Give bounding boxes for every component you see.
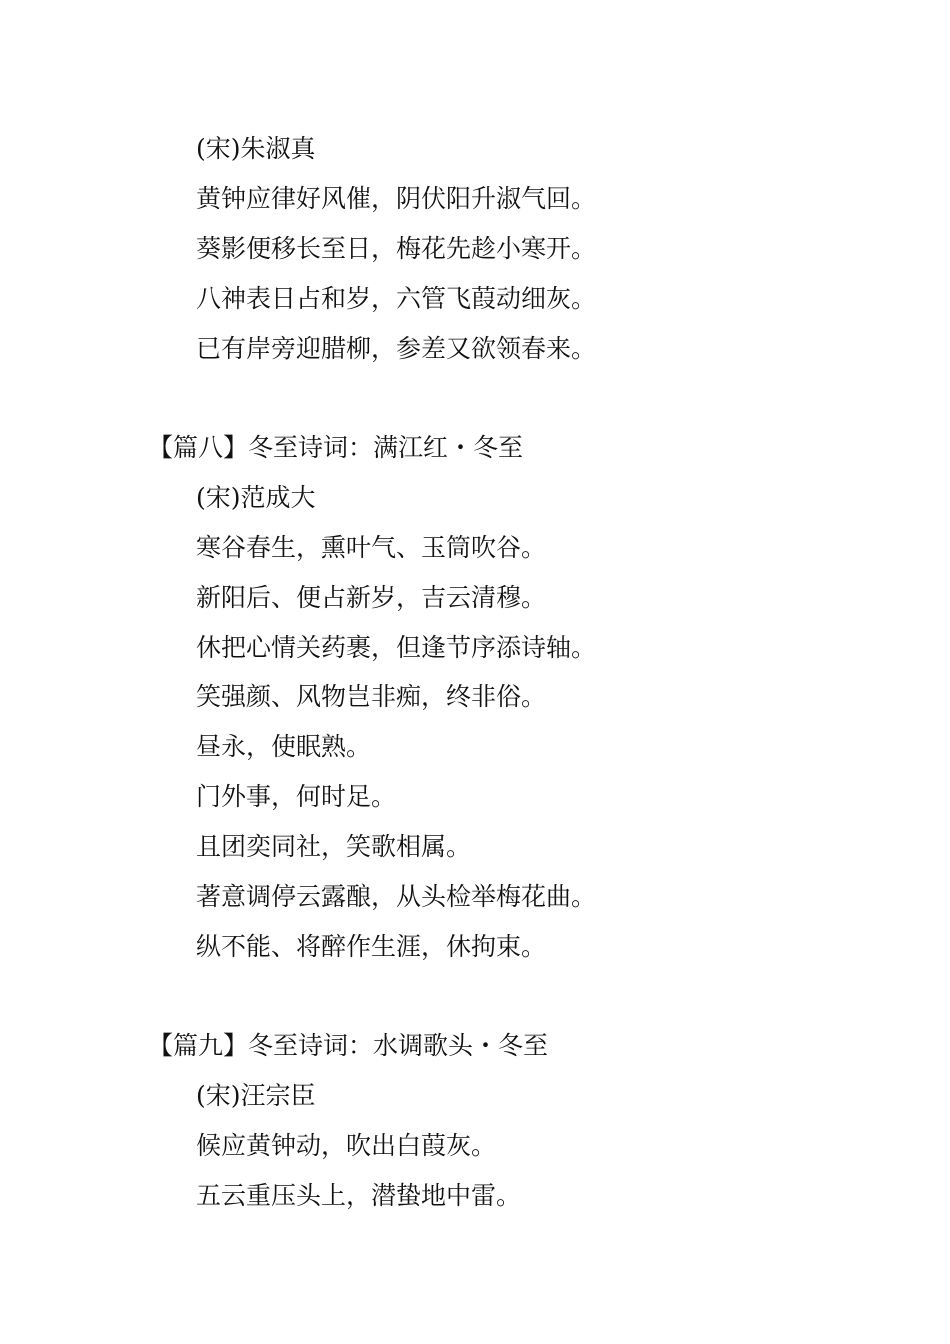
poem-line: 门外事，何时足。 xyxy=(196,782,397,811)
poem-author: (宋)汪宗臣 xyxy=(196,1081,316,1110)
poem-author: (宋)范成大 xyxy=(196,483,316,512)
poem-line: 寒谷春生，熏叶气、玉筒吹谷。 xyxy=(196,533,547,562)
poem-author: (宋)朱淑真 xyxy=(196,134,316,163)
poem-line: 笑强颜、风物岂非痴，终非俗。 xyxy=(196,682,547,711)
section-heading: 【篇九】冬至诗词：水调歌头・冬至 xyxy=(148,1031,549,1060)
poem-line: 且团奕同社，笑歌相属。 xyxy=(196,832,472,861)
poem-line: 新阳后、便占新岁，吉云清穆。 xyxy=(196,583,547,612)
poem-line: 葵影便移长至日，梅花先趁小寒开。 xyxy=(196,234,597,263)
poem-line: 八神表日占和岁，六管飞葭动细灰。 xyxy=(196,284,597,313)
poem-line: 昼永，使眠熟。 xyxy=(196,732,372,761)
section-heading: 【篇八】冬至诗词：满江红・冬至 xyxy=(148,433,524,462)
poem-line: 五云重压头上，潜蛰地中雷。 xyxy=(196,1181,522,1210)
poem-line: 休把心情关药裹，但逢节序添诗轴。 xyxy=(196,633,597,662)
poem-line: 著意调停云露酿，从头检举梅花曲。 xyxy=(196,882,597,911)
poem-line: 黄钟应律好风催，阴伏阳升淑气回。 xyxy=(196,184,597,213)
poem-line: 纵不能、将醉作生涯，休拘束。 xyxy=(196,932,547,961)
poem-line: 候应黄钟动，吹出白葭灰。 xyxy=(196,1131,497,1160)
poem-line: 已有岸旁迎腊柳，参差又欲领春来。 xyxy=(196,334,597,363)
